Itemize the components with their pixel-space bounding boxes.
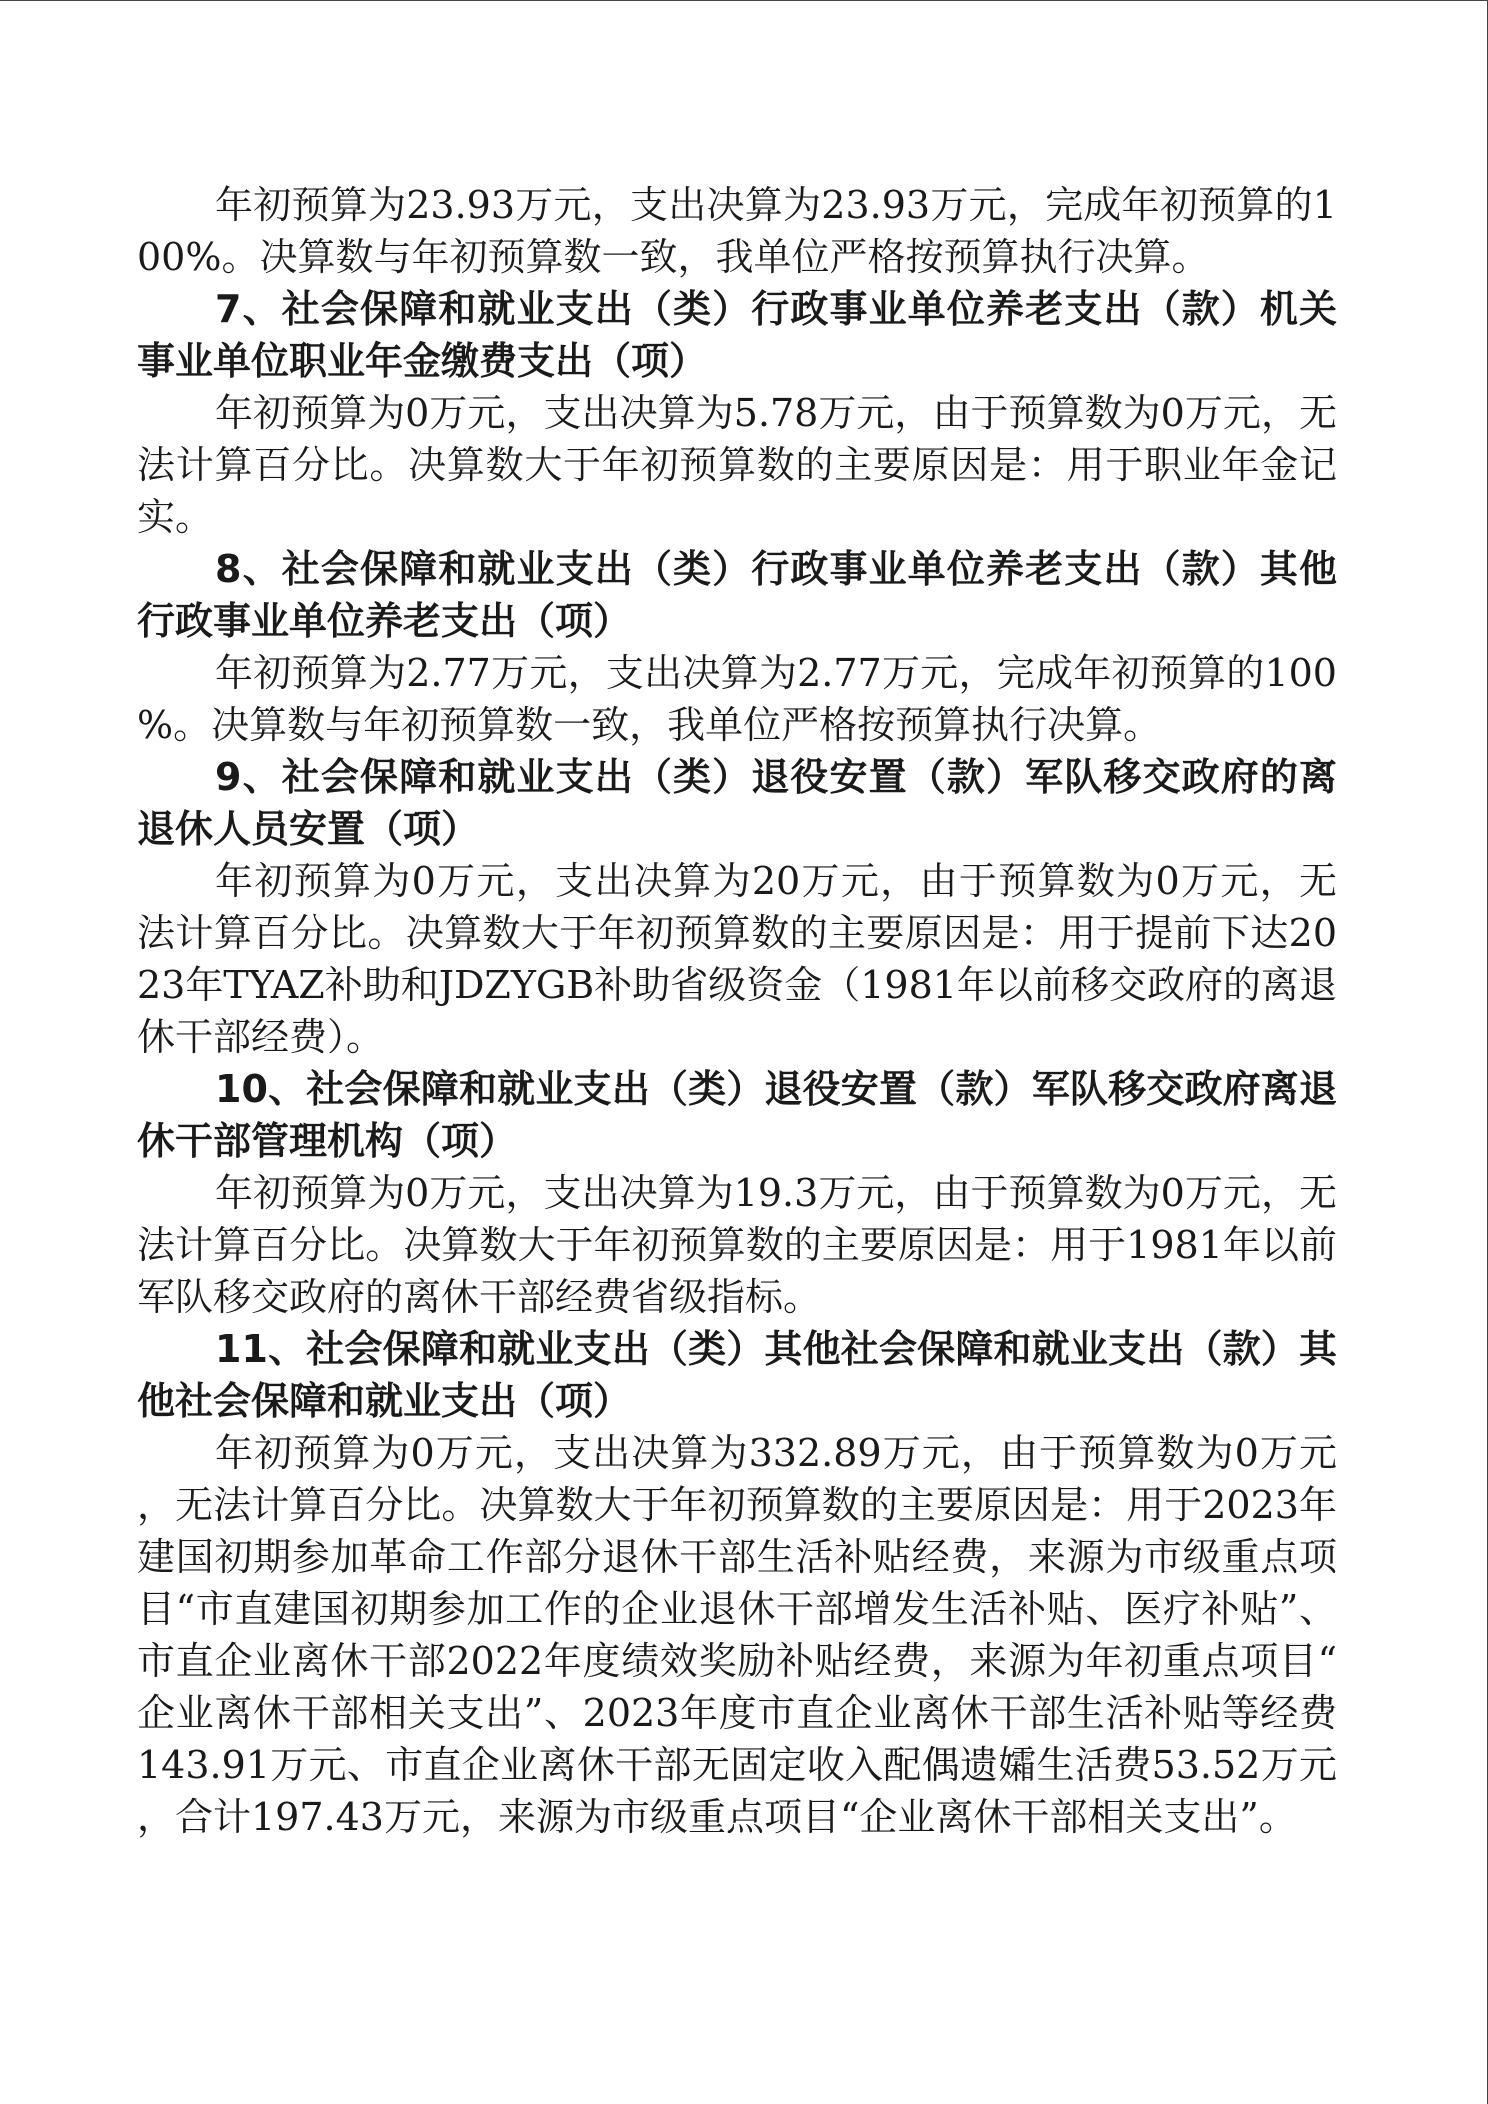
section-heading: 9、社会保障和就业支出（类）退役安置（款）军队移交政府的离退休人员安置（项） bbox=[137, 755, 1337, 851]
body-paragraph: 年初预算为0万元，支出决算为5.78万元，由于预算数为0万元，无法计算百分比。决算数大于年初预算数的主要原因是：用于职业年金记实。 bbox=[137, 391, 1337, 539]
body-paragraph: 年初预算为2.77万元，支出决算为2.77万元，完成年初预算的100%。决算数与年初预算数一致，我单位严格按预算执行决算。 bbox=[137, 651, 1337, 747]
section-heading: 7、社会保障和就业支出（类）行政事业单位养老支出（款）机关事业单位职业年金缴费支出（项） bbox=[137, 287, 1337, 383]
section-heading: 8、社会保障和就业支出（类）行政事业单位养老支出（款）其他行政事业单位养老支出（项） bbox=[137, 547, 1337, 643]
body-paragraph: 年初预算为0万元，支出决算为332.89万元，由于预算数为0万元，无法计算百分比。决算数大于年初预算数的主要原因是：用于2023年建国初期参加革命工作部分退休干部生活补贴经费，来源为市级重点项目“市直建国初期参加工作的企业退休干部增发生活补贴、医疗补贴”、市直企业离休干部2022年度绩效奖励补贴经费，来源为年初重点项目“企业离休干部相关支出”、2023年度市直企业离休干部生活补贴等经费143.91万元、市直企业离休干部无固定收入配偶遗孀生活费53.52万元，合计197.43万元，来源为市级重点项目“企业离休干部相关支出”。 bbox=[137, 1431, 1337, 1839]
section-heading: 11、社会保障和就业支出（类）其他社会保障和就业支出（款）其他社会保障和就业支出（项） bbox=[137, 1327, 1337, 1423]
document-page bbox=[137, 179, 1337, 1843]
body-paragraph: 年初预算为0万元，支出决算为20万元，由于预算数为0万元，无法计算百分比。决算数大于年初预算数的主要原因是：用于提前下达2023年TYAZ补助和JDZYGB补助省级资金（1981年以前移交政府的离退休干部经费）。 bbox=[137, 859, 1337, 1059]
section-heading: 10、社会保障和就业支出（类）退役安置（款）军队移交政府离退休干部管理机构（项） bbox=[137, 1067, 1337, 1163]
body-paragraph: 年初预算为0万元，支出决算为19.3万元，由于预算数为0万元，无法计算百分比。决算数大于年初预算数的主要原因是：用于1981年以前军队移交政府的离休干部经费省级指标。 bbox=[137, 1171, 1337, 1319]
body-paragraph: 年初预算为23.93万元，支出决算为23.93万元，完成年初预算的100%。决算数与年初预算数一致，我单位严格按预算执行决算。 bbox=[137, 183, 1337, 279]
